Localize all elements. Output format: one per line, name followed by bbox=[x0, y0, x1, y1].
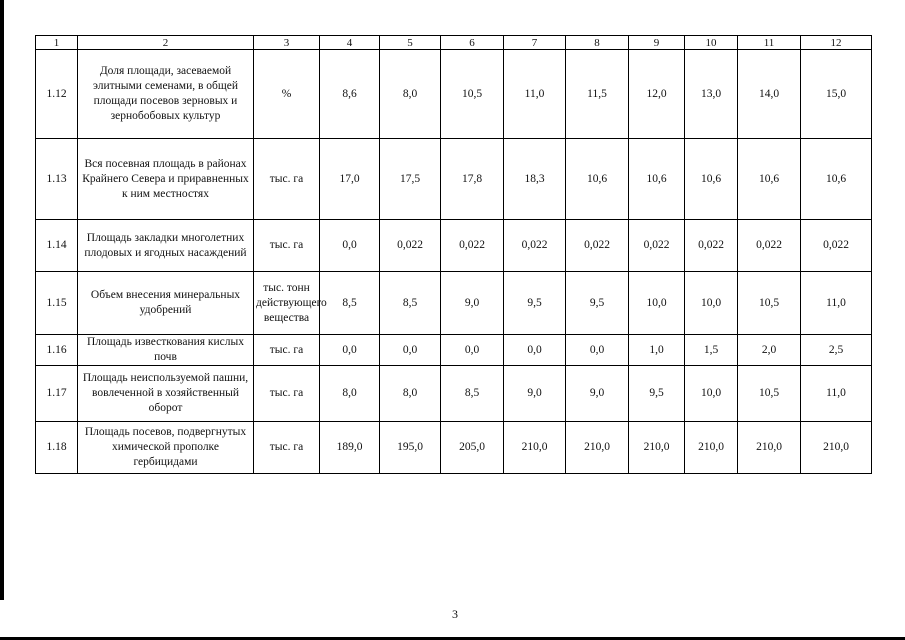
row-number: 1.14 bbox=[36, 220, 78, 272]
unit-cell: тыс. га bbox=[254, 139, 320, 220]
value-cell: 10,5 bbox=[738, 366, 801, 422]
column-header: 5 bbox=[380, 36, 441, 50]
value-cell: 10,6 bbox=[629, 139, 685, 220]
value-cell: 0,0 bbox=[504, 335, 566, 366]
column-header: 10 bbox=[685, 36, 738, 50]
value-cell: 10,5 bbox=[441, 50, 504, 139]
value-cell: 12,0 bbox=[629, 50, 685, 139]
value-cell: 0,022 bbox=[441, 220, 504, 272]
header-row bbox=[36, 36, 872, 50]
value-cell: 17,5 bbox=[380, 139, 441, 220]
value-cell: 1,5 bbox=[685, 335, 738, 366]
indicator-name: Площадь неиспользуемой пашни, вовлеченной в хозяйственный оборот bbox=[78, 366, 254, 422]
value-cell: 2,0 bbox=[738, 335, 801, 366]
value-cell: 9,0 bbox=[566, 366, 629, 422]
value-cell: 10,6 bbox=[738, 139, 801, 220]
value-cell: 210,0 bbox=[685, 422, 738, 474]
value-cell: 18,3 bbox=[504, 139, 566, 220]
value-cell: 11,0 bbox=[801, 366, 872, 422]
value-cell: 0,0 bbox=[320, 335, 380, 366]
table-row bbox=[36, 139, 872, 220]
unit-cell: тыс. га bbox=[254, 366, 320, 422]
column-header: 2 bbox=[78, 36, 254, 50]
scan-left-edge bbox=[0, 0, 4, 600]
value-cell: 0,022 bbox=[685, 220, 738, 272]
value-cell: 195,0 bbox=[380, 422, 441, 474]
value-cell: 1,0 bbox=[629, 335, 685, 366]
column-header: 1 bbox=[36, 36, 78, 50]
value-cell: 9,0 bbox=[504, 366, 566, 422]
value-cell: 8,5 bbox=[320, 272, 380, 335]
indicator-name: Площадь посевов, подвергнутых химической прополке гербицидами bbox=[78, 422, 254, 474]
value-cell: 0,022 bbox=[629, 220, 685, 272]
value-cell: 8,0 bbox=[320, 366, 380, 422]
unit-cell: тыс. тонн действующего вещества bbox=[254, 272, 320, 335]
value-cell: 210,0 bbox=[629, 422, 685, 474]
table-body bbox=[36, 50, 872, 474]
value-cell: 8,0 bbox=[380, 366, 441, 422]
value-cell: 10,6 bbox=[801, 139, 872, 220]
table-row bbox=[36, 366, 872, 422]
value-cell: 189,0 bbox=[320, 422, 380, 474]
value-cell: 0,022 bbox=[380, 220, 441, 272]
value-cell: 10,0 bbox=[629, 272, 685, 335]
table-row bbox=[36, 50, 872, 139]
value-cell: 205,0 bbox=[441, 422, 504, 474]
value-cell: 17,0 bbox=[320, 139, 380, 220]
value-cell: 11,5 bbox=[566, 50, 629, 139]
indicators-table bbox=[35, 35, 872, 474]
value-cell: 8,5 bbox=[380, 272, 441, 335]
column-header: 3 bbox=[254, 36, 320, 50]
row-number: 1.12 bbox=[36, 50, 78, 139]
value-cell: 11,0 bbox=[801, 272, 872, 335]
indicator-name: Площадь закладки многолетних плодовых и ягодных насаждений bbox=[78, 220, 254, 272]
value-cell: 10,5 bbox=[738, 272, 801, 335]
table-row bbox=[36, 220, 872, 272]
unit-cell: тыс. га bbox=[254, 335, 320, 366]
value-cell: 8,0 bbox=[380, 50, 441, 139]
value-cell: 13,0 bbox=[685, 50, 738, 139]
unit-cell: тыс. га bbox=[254, 422, 320, 474]
column-header: 7 bbox=[504, 36, 566, 50]
value-cell: 210,0 bbox=[504, 422, 566, 474]
indicator-name: Площадь известкования кислых почв bbox=[78, 335, 254, 366]
row-number: 1.13 bbox=[36, 139, 78, 220]
indicator-name: Вся посевная площадь в районах Крайнего Севера и приравненных к ним местностях bbox=[78, 139, 254, 220]
value-cell: 9,0 bbox=[441, 272, 504, 335]
row-number: 1.17 bbox=[36, 366, 78, 422]
column-header: 12 bbox=[801, 36, 872, 50]
value-cell: 0,0 bbox=[566, 335, 629, 366]
column-header: 6 bbox=[441, 36, 504, 50]
value-cell: 9,5 bbox=[566, 272, 629, 335]
value-cell: 15,0 bbox=[801, 50, 872, 139]
unit-cell: тыс. га bbox=[254, 220, 320, 272]
column-header: 9 bbox=[629, 36, 685, 50]
value-cell: 210,0 bbox=[801, 422, 872, 474]
table-row bbox=[36, 422, 872, 474]
value-cell: 0,0 bbox=[380, 335, 441, 366]
page-number: 3 bbox=[452, 607, 458, 621]
value-cell: 17,8 bbox=[441, 139, 504, 220]
row-number: 1.18 bbox=[36, 422, 78, 474]
value-cell: 8,5 bbox=[441, 366, 504, 422]
value-cell: 210,0 bbox=[738, 422, 801, 474]
unit-cell: % bbox=[254, 50, 320, 139]
value-cell: 14,0 bbox=[738, 50, 801, 139]
value-cell: 10,0 bbox=[685, 366, 738, 422]
value-cell: 210,0 bbox=[566, 422, 629, 474]
value-cell: 0,022 bbox=[566, 220, 629, 272]
row-number: 1.15 bbox=[36, 272, 78, 335]
value-cell: 9,5 bbox=[629, 366, 685, 422]
value-cell: 0,022 bbox=[504, 220, 566, 272]
indicator-name: Объем внесения минеральных удобрений bbox=[78, 272, 254, 335]
value-cell: 0,0 bbox=[320, 220, 380, 272]
value-cell: 10,6 bbox=[685, 139, 738, 220]
column-header: 8 bbox=[566, 36, 629, 50]
column-header: 11 bbox=[738, 36, 801, 50]
value-cell: 10,6 bbox=[566, 139, 629, 220]
indicator-name: Доля площади, засеваемой элитными семенами, в общей площади посевов зерновых и зернобобовых культур bbox=[78, 50, 254, 139]
value-cell: 2,5 bbox=[801, 335, 872, 366]
table-row bbox=[36, 272, 872, 335]
value-cell: 0,022 bbox=[801, 220, 872, 272]
column-header: 4 bbox=[320, 36, 380, 50]
value-cell: 0,0 bbox=[441, 335, 504, 366]
value-cell: 10,0 bbox=[685, 272, 738, 335]
table-row bbox=[36, 335, 872, 366]
row-number: 1.16 bbox=[36, 335, 78, 366]
value-cell: 8,6 bbox=[320, 50, 380, 139]
value-cell: 0,022 bbox=[738, 220, 801, 272]
value-cell: 11,0 bbox=[504, 50, 566, 139]
value-cell: 9,5 bbox=[504, 272, 566, 335]
